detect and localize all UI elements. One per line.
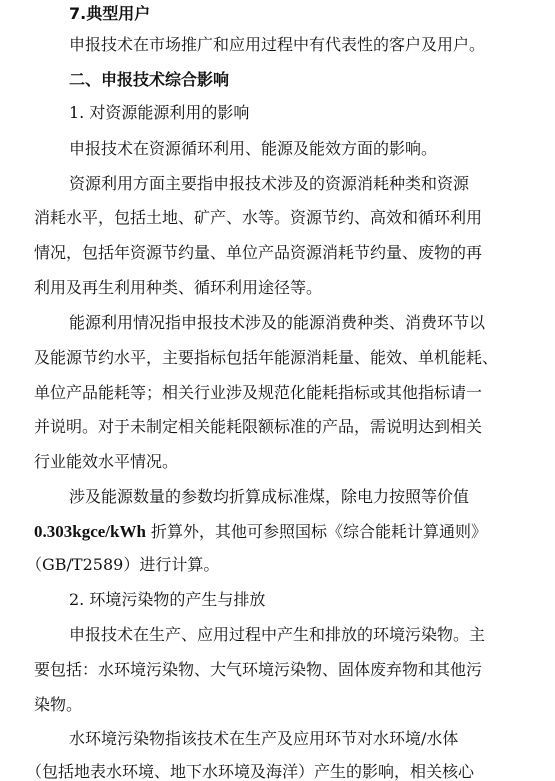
- resource-paragraph-line: 利用及再生利用种类、循环利用途径等。: [34, 278, 323, 297]
- energy-paragraph-line: 及能源节约水平，主要指标包括年能源消耗量、能效、单机能耗、: [34, 348, 499, 367]
- water-paragraph-line: （包括地表水环境、地下水环境及海洋）产生的影响，相关核心: [26, 762, 475, 781]
- part-2-heading: 二、申报技术综合影响: [69, 70, 230, 89]
- energy-paragraph-line: 行业能效水平情况。: [34, 452, 179, 471]
- energy-paragraph-line: 并说明。对于未制定相关能耗限额标准的产品，需说明达到相关: [34, 417, 483, 436]
- subsection-1-heading: 1. 对资源能源利用的影响: [69, 103, 250, 122]
- coal-paragraph-line: [34, 523, 487, 540]
- users-paragraph: 申报技术在市场推广和应用过程中有代表性的客户及用户。: [69, 35, 486, 54]
- pollutant-paragraph-line: 申报技术在生产、应用过程中产生和排放的环境污染物。主: [69, 625, 486, 644]
- resource-intro-paragraph: 申报技术在资源循环利用、能源及能效方面的影响。: [69, 139, 438, 158]
- resource-paragraph-line: 情况，包括年资源节约量、单位产品资源消耗节约量、废物的再: [34, 243, 483, 262]
- resource-paragraph-line: 资源利用方面主要指申报技术涉及的资源消耗种类和资源: [69, 174, 470, 193]
- subsection-2-heading: 2. 环境污染物的产生与排放: [69, 590, 266, 609]
- energy-paragraph-line: 单位产品能耗等；相关行业涉及规范化能耗指标或其他指标请一: [34, 383, 483, 402]
- pollutant-paragraph-line: 染物。: [34, 695, 83, 714]
- resource-paragraph-line: 消耗水平，包括土地、矿产、水等。资源节约、高效和循环利用: [34, 208, 483, 227]
- coal-equivalent-value: 0.303kgce/kWh: [34, 522, 146, 541]
- water-paragraph-line: 水环境污染物指该技术在生产及应用环节对水环境/水体: [69, 729, 459, 748]
- section-7-heading: 7.典型用户: [69, 4, 151, 23]
- coal-paragraph-line: 涉及能源数量的参数均折算成标准煤，除电力按照等价值: [69, 487, 470, 506]
- coal-paragraph-text: 折算外，其他可参照国标《综合能耗计算通则》: [145, 522, 488, 541]
- pollutant-paragraph-line: 要包括：水环境污染物、大气环境污染物、固体废弃物和其他污: [34, 660, 483, 679]
- energy-paragraph-line: 能源利用情况指申报技术涉及的能源消费种类、消费环节以: [69, 313, 486, 332]
- coal-paragraph-line: （GB/T2589）进行计算。: [26, 555, 220, 574]
